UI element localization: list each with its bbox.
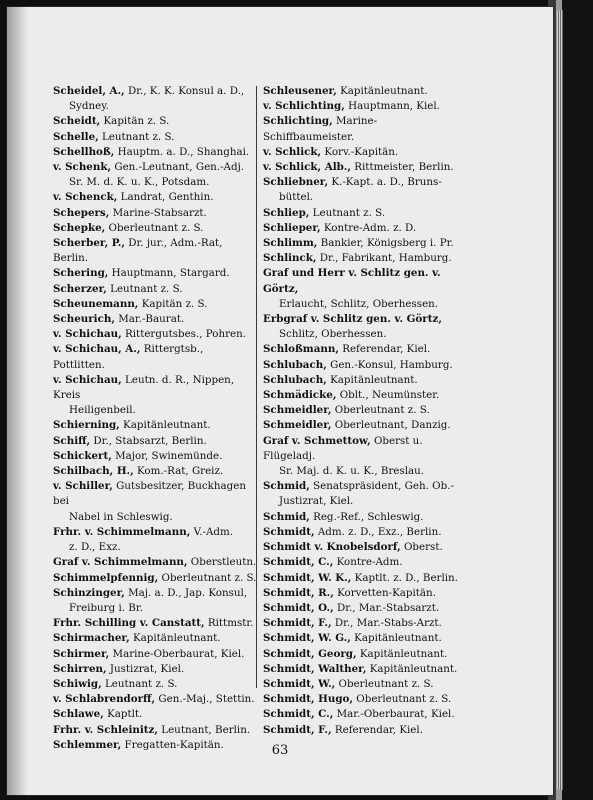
entry-name: v. Schlick,: [263, 145, 322, 158]
directory-entry: [263, 145, 468, 160]
entry-details: Oberleutnant z. S.: [108, 221, 204, 234]
entry-details: Mar.-Baurat.: [118, 313, 185, 326]
entry-name: Schmidt, C.,: [263, 556, 334, 569]
directory-entry: [263, 723, 468, 738]
entry-name: Schierning,: [53, 419, 120, 432]
entry-name: Schliep,: [263, 206, 310, 219]
entry-name: Schmidt,: [263, 525, 315, 538]
entry-name: Scheidt,: [53, 115, 101, 128]
entry-details: K.-Kapt. a. D., Bruns-: [331, 176, 442, 189]
directory-entry: [263, 662, 468, 677]
entry-continuation: Sr. Maj. d. K. u. K., Breslau.: [279, 465, 425, 478]
directory-entry: [53, 418, 258, 433]
entry-name: Schepke,: [53, 221, 106, 234]
directory-entry: [53, 84, 258, 114]
entry-details: Oberleutnant z. S.: [161, 571, 257, 584]
directory-entry: [53, 130, 258, 145]
entry-details: Leutnant z. S.: [312, 206, 386, 219]
entry-continuation: büttel.: [279, 191, 314, 204]
directory-entry: [263, 525, 468, 540]
entry-name: Schirmacher,: [53, 632, 130, 645]
entry-name: Frhr. v. Schleinitz,: [53, 723, 158, 736]
directory-entry: [53, 206, 258, 221]
entry-details: Kapitänleutnant.: [369, 662, 458, 675]
directory-entry: [53, 464, 258, 479]
entry-details: Adm. z. D., Exz., Berlin.: [317, 525, 442, 538]
left-column: [53, 84, 258, 753]
entry-details: Hauptm. a. D., Shanghai.: [117, 145, 250, 158]
entry-name: Schickert,: [53, 449, 112, 462]
directory-entry: [53, 677, 258, 692]
directory-entry: [53, 190, 258, 205]
entry-name: Schmid,: [263, 480, 310, 493]
entry-name: Schleusener,: [263, 85, 337, 97]
directory-entry: [53, 312, 258, 327]
entry-details: Leutnant z. S.: [101, 130, 175, 143]
entry-details: Maj. a. D., Jap. Konsul,: [128, 586, 248, 599]
background-right: [562, 0, 593, 800]
entry-name: Schliebner,: [263, 176, 329, 189]
entry-continuation: Sydney.: [69, 100, 109, 113]
directory-entry: [53, 434, 258, 449]
entry-name: Schmidt, F.,: [263, 617, 332, 630]
entry-name: Schmidt, F.,: [263, 723, 332, 736]
entry-name: Schiff,: [53, 434, 91, 447]
entry-details: Reg.-Ref., Schleswig.: [313, 510, 424, 523]
entry-details: V.-Adm.: [193, 525, 234, 538]
directory-entry: [263, 631, 468, 646]
entry-details: Kaptlt.: [107, 708, 143, 721]
entry-name: Schmidt, Georg,: [263, 647, 357, 660]
entry-details: Kontre-Adm.: [336, 556, 403, 569]
entry-details: Gen.-Maj., Stettin.: [158, 693, 255, 706]
directory-entry: [53, 297, 258, 312]
entry-details: Kapitänleutnant.: [359, 647, 448, 660]
entry-details: Oberleutnant z. S.: [334, 404, 430, 417]
entry-details: Justizrat, Kiel.: [109, 662, 185, 675]
entry-details: Leutnant, Berlin.: [161, 723, 251, 736]
entry-name: Schlubach,: [263, 358, 327, 371]
directory-entry: [263, 221, 468, 236]
entry-name: Schmeidler,: [263, 404, 332, 417]
entry-details: Dr. jur., Adm.-Rat, Berlin.: [53, 237, 223, 265]
entry-details: Leutn. d. R., Nippen, Kreis: [53, 373, 235, 402]
entry-name: Schering,: [53, 267, 109, 280]
directory-entry: [263, 677, 468, 692]
directory-entry: [263, 373, 468, 388]
entry-name: Schmidt, Hugo,: [263, 693, 353, 706]
entry-details: Fregatten-Kapitän.: [124, 738, 224, 751]
entry-name: Erbgraf v. Schlitz gen. v. Görtz,: [263, 313, 442, 326]
entry-name: Schmidt, Walther,: [263, 662, 367, 675]
entry-details: Marine-Schiffbaumeister.: [263, 115, 378, 143]
entry-name: v. Schlabrendorff,: [53, 693, 156, 706]
entry-details: Referendar, Kiel.: [334, 723, 423, 736]
entry-name: Schmidt v. Knobelsdorf,: [263, 541, 401, 554]
entry-name: Graf v. Schimmelmann,: [53, 556, 188, 569]
entry-name: v. Schichau, A.,: [53, 343, 141, 356]
directory-entry: [263, 418, 468, 433]
directory-entry: [263, 479, 468, 509]
entry-details: Kontre-Adm. z. D.: [323, 221, 417, 234]
entry-details: Rittmeister, Berlin.: [354, 161, 454, 174]
entry-continuation: Justizrat, Kiel.: [279, 495, 354, 508]
entry-details: Oberleutnant z. S.: [338, 677, 434, 690]
directory-entry: [263, 236, 468, 251]
entry-name: Schirren,: [53, 662, 107, 675]
directory-entry: [263, 586, 468, 601]
directory-entry: [53, 327, 258, 342]
entry-name: Scherzer,: [53, 282, 107, 295]
directory-entry: [263, 175, 468, 205]
entry-details: Kaptlt. z. D., Berlin.: [354, 571, 458, 584]
directory-entry: [263, 251, 468, 266]
entry-details: Leutnant z. S.: [110, 282, 183, 295]
directory-entry: [263, 160, 468, 175]
entry-details: Rittergutsbes., Pohren.: [125, 328, 247, 341]
directory-entry: [53, 707, 258, 722]
entry-details: Gen.-Konsul, Hamburg.: [330, 358, 453, 371]
entry-name: Schelle,: [53, 130, 99, 143]
entry-name: Graf v. Schmettow,: [263, 434, 371, 447]
entry-details: Dr., K. K. Konsul a. D.,: [127, 85, 245, 97]
directory-entry: [263, 206, 468, 221]
directory-entry: [263, 707, 468, 722]
directory-entry: [263, 84, 468, 99]
directory-entry: [263, 403, 468, 418]
entry-details: Oblt., Neumünster.: [339, 389, 440, 402]
entry-details: Korvetten-Kapitän.: [337, 586, 436, 599]
directory-entry: [53, 160, 258, 190]
book-page-edges: [557, 10, 563, 790]
entry-name: Schmidt, W. G.,: [263, 632, 351, 645]
entry-name: Scheidel, A.,: [53, 85, 125, 97]
directory-entry: [263, 99, 468, 114]
directory-entry: [263, 692, 468, 707]
directory-entry: [53, 282, 258, 297]
entry-continuation: Heiligenbeil.: [69, 404, 136, 417]
directory-entry: [53, 236, 258, 266]
entry-continuation: z. D., Exz.: [69, 541, 121, 554]
entry-details: Marine-Oberbaurat, Kiel.: [112, 647, 245, 660]
entry-name: Schlinck,: [263, 252, 317, 265]
directory-entry: [53, 114, 258, 129]
entry-details: Landrat, Genthin.: [120, 191, 214, 204]
entry-name: Schmid,: [263, 510, 310, 523]
directory-entry: [53, 631, 258, 646]
entry-details: Kapitänleutnant.: [340, 85, 428, 97]
entry-name: Schlieper,: [263, 221, 321, 234]
entry-name: Schiwig,: [53, 677, 102, 690]
directory-entry: [53, 647, 258, 662]
entry-details: Kapitänleutnant.: [354, 632, 442, 645]
entry-name: Schmeidler,: [263, 419, 332, 432]
directory-entry: [263, 540, 468, 555]
entry-continuation: Nabel in Schleswig.: [69, 510, 173, 523]
entry-details: Rittmstr.: [207, 617, 254, 630]
directory-entry: [263, 388, 468, 403]
entry-name: Schmidt, W. K.,: [263, 571, 352, 584]
right-column: [263, 84, 468, 738]
entry-name: Schmidt, W.,: [263, 677, 336, 690]
book-page: [6, 6, 554, 796]
entry-details: Oberleutnant z. S.: [356, 693, 452, 706]
entry-name: Schlichting,: [263, 115, 333, 128]
entry-name: Schmädicke,: [263, 389, 337, 402]
entry-name: Schmidt, C.,: [263, 708, 334, 721]
directory-entry: [53, 571, 258, 586]
entry-name: v. Schenck,: [53, 191, 118, 204]
directory-entry: [263, 114, 468, 144]
entry-details: Hauptmann, Stargard.: [111, 267, 230, 280]
entry-details: Major, Swinemünde.: [115, 449, 223, 462]
entry-name: v. Schichau,: [53, 373, 122, 386]
entry-details: Oberleutnant, Danzig.: [334, 419, 451, 432]
entry-name: Schellhoß,: [53, 145, 115, 158]
entry-details: Kapitänleutnant.: [330, 373, 418, 386]
entry-name: Schmidt, R.,: [263, 586, 334, 599]
entry-name: Scheunemann,: [53, 297, 139, 310]
entry-details: Dr., Mar.-Stabs-Arzt.: [334, 617, 442, 630]
directory-entry: [53, 449, 258, 464]
entry-name: v. Schichau,: [53, 328, 122, 341]
entry-details: Kom.-Rat, Greiz.: [137, 465, 224, 478]
directory-entry: [263, 434, 468, 480]
directory-entry: [53, 692, 258, 707]
entry-details: Bankier, Königsberg i. Pr.: [320, 237, 454, 250]
directory-entry: [53, 616, 258, 631]
entry-details: Kapitän z. S.: [103, 115, 170, 128]
directory-entry: [263, 342, 468, 357]
entry-details: Kapitänleutnant.: [132, 632, 221, 645]
entry-details: Gen.-Leutnant, Gen.-Adj.: [114, 161, 245, 174]
entry-name: Graf und Herr v. Schlitz gen. v. Görtz,: [263, 267, 441, 295]
entry-continuation: Erlaucht, Schlitz, Oberhessen.: [279, 297, 439, 310]
directory-entry: [263, 555, 468, 570]
entry-name: Schilbach, H.,: [53, 465, 134, 478]
directory-entry: [53, 221, 258, 236]
entry-name: Frhr. Schilling v. Canstatt,: [53, 617, 205, 630]
entry-name: Schlemmer,: [53, 738, 122, 751]
entry-details: Leutnant z. S.: [104, 677, 178, 690]
entry-name: Schmidt, O.,: [263, 601, 334, 614]
entry-name: Schepers,: [53, 206, 110, 219]
directory-entry: [263, 571, 468, 586]
entry-name: Schimmelpfennig,: [53, 571, 159, 584]
directory-entry: [53, 555, 258, 570]
column-divider: [256, 86, 257, 688]
entry-name: Schinzinger,: [53, 586, 125, 599]
entry-name: Schlimm,: [263, 237, 318, 250]
entry-name: Schloßmann,: [263, 343, 339, 356]
entry-name: v. Schiller,: [53, 480, 113, 493]
entry-continuation: Schlitz, Oberhessen.: [279, 328, 387, 341]
directory-entry: [263, 312, 468, 342]
directory-entry: [263, 266, 468, 312]
directory-entry: [53, 373, 258, 419]
directory-entry: [263, 358, 468, 373]
entry-details: Oberst.: [403, 541, 443, 554]
entry-details: Dr., Mar.-Stabsarzt.: [336, 601, 440, 614]
directory-entry: [53, 723, 258, 738]
entry-name: v. Schenk,: [53, 161, 112, 174]
entry-name: Schlawe,: [53, 708, 104, 721]
directory-entry: [263, 616, 468, 631]
entry-name: Schlubach,: [263, 373, 327, 386]
entry-details: Oberst u. Flügeladj.: [263, 434, 423, 462]
entry-name: Frhr. v. Schimmelmann,: [53, 525, 191, 538]
entry-name: Schirmer,: [53, 647, 110, 660]
directory-entry: [53, 662, 258, 677]
entry-details: Kapitänleutnant.: [123, 419, 211, 432]
directory-entry: [53, 479, 258, 525]
entry-name: Scherber, P.,: [53, 237, 125, 250]
entry-details: Referendar, Kiel.: [342, 343, 431, 356]
directory-entry: [53, 342, 258, 372]
entry-details: Kapitän z. S.: [141, 297, 208, 310]
entry-name: v. Schlichting,: [263, 100, 345, 113]
entry-details: Rittergtsb., Pottlitten.: [53, 343, 204, 371]
directory-entry: [53, 266, 258, 281]
page-number: 63: [271, 743, 289, 758]
entry-name: v. Schlick, Alb.,: [263, 161, 351, 174]
entry-details: Dr., Stabsarzt, Berlin.: [93, 434, 207, 447]
entry-details: Oberstleutn.: [190, 556, 257, 569]
entry-details: Dr., Fabrikant, Hamburg.: [319, 252, 452, 265]
entry-details: Marine-Stabsarzt.: [112, 206, 207, 219]
entry-details: Senatspräsident, Geh. Ob.-: [313, 480, 454, 493]
entry-continuation: Freiburg i. Br.: [69, 601, 143, 614]
directory-entry: [263, 647, 468, 662]
entry-details: Mar.-Oberbaurat, Kiel.: [336, 708, 455, 721]
directory-entry: [53, 586, 258, 616]
directory-entry: [263, 510, 468, 525]
directory-entry: [53, 145, 258, 160]
directory-entry: [263, 601, 468, 616]
entry-details: Korv.-Kapitän.: [324, 145, 399, 158]
entry-name: Scheurich,: [53, 313, 115, 326]
entry-details: Hauptmann, Kiel.: [348, 100, 440, 113]
entry-details: Gutsbesitzer, Buckhagen bei: [53, 480, 246, 508]
entry-continuation: Sr. M. d. K. u. K., Potsdam.: [69, 176, 210, 189]
directory-entry: [53, 525, 258, 555]
